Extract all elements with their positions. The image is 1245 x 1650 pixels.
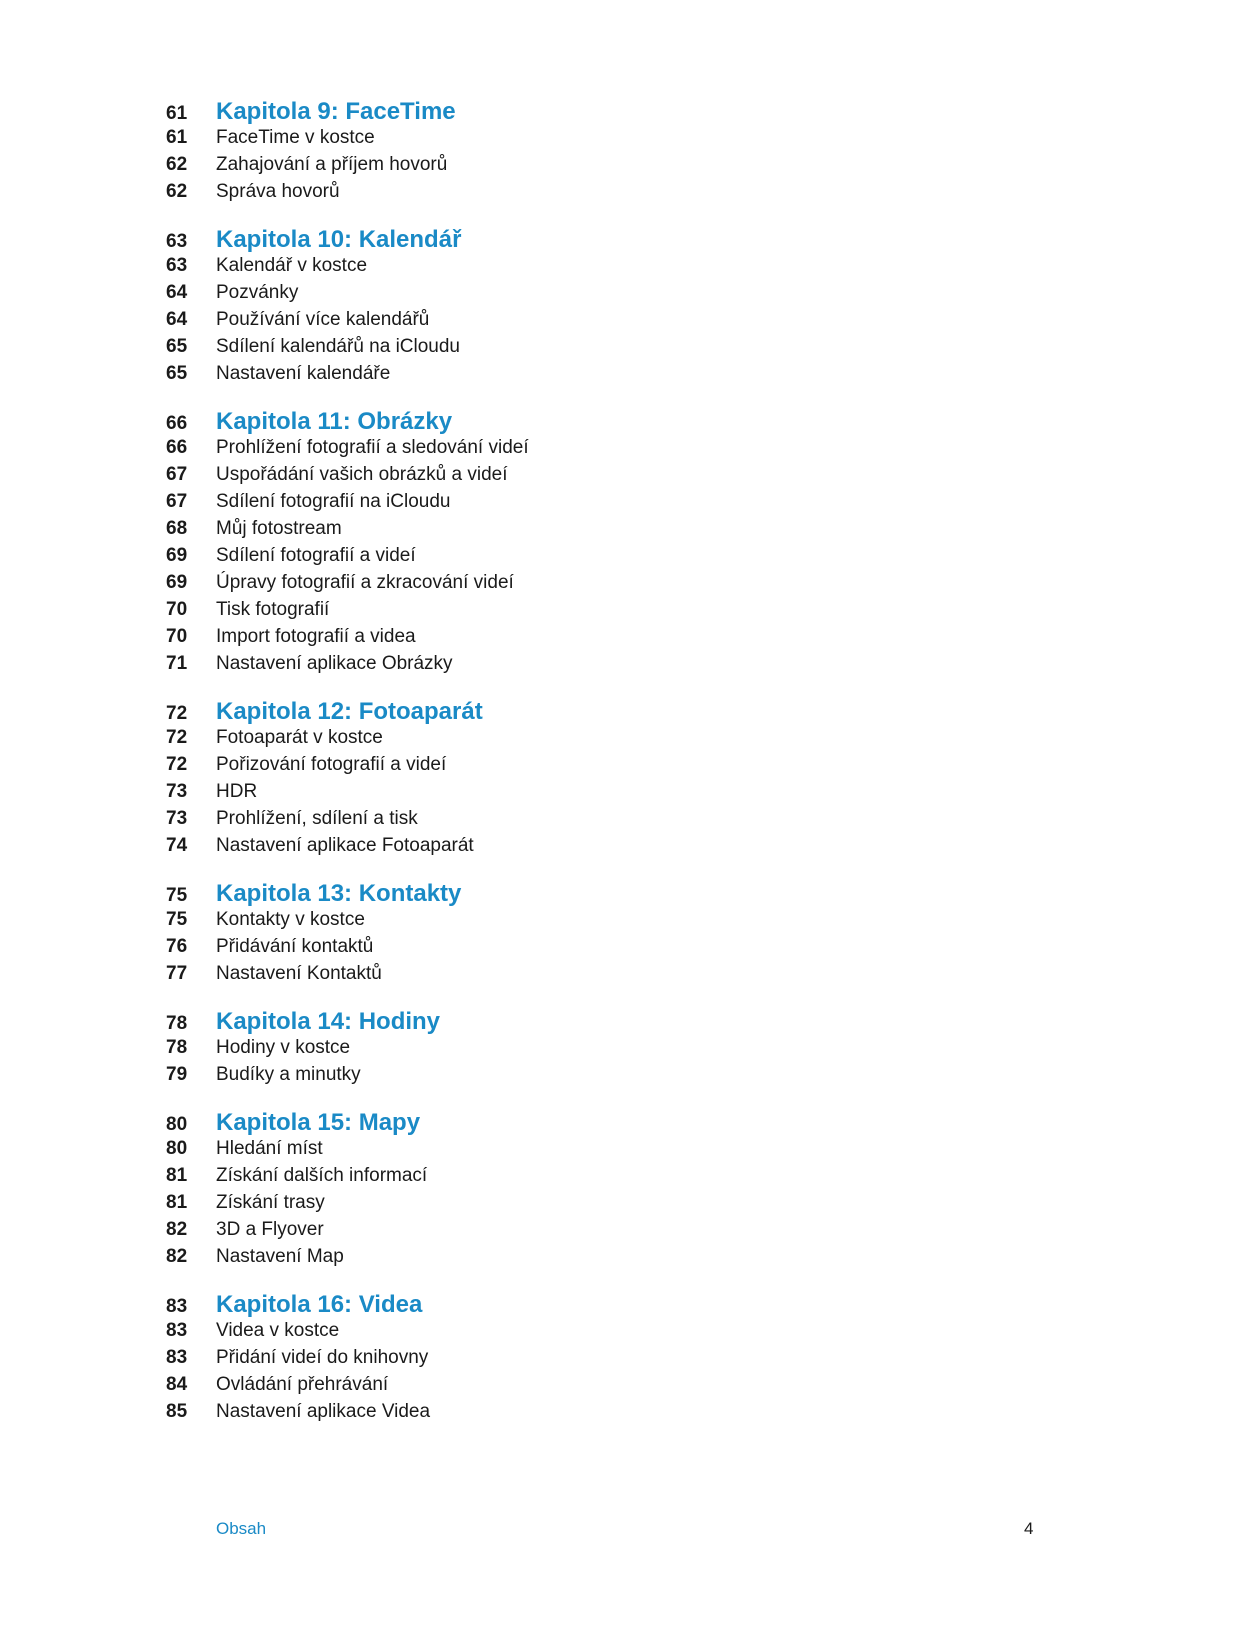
toc-entry-row[interactable] [166, 626, 1066, 653]
chapter-section [166, 698, 1066, 862]
entry-title-link[interactable]: Nastavení aplikace Fotoaparát [216, 835, 474, 856]
chapter-title-link[interactable]: Kapitola 11: Obrázky [216, 408, 453, 435]
chapter-title-link[interactable]: Kapitola 12: Fotoaparát [216, 698, 483, 725]
entry-title-link[interactable]: HDR [216, 781, 258, 802]
toc-entry-row[interactable] [166, 1138, 1066, 1165]
entry-page-number: 67 [166, 491, 188, 512]
entry-page-number: 74 [166, 835, 188, 856]
entry-page-number: 83 [166, 1347, 188, 1368]
toc-entry-row[interactable] [166, 518, 1066, 545]
chapter-section [166, 226, 1066, 390]
footer-page-number: 4 [1024, 1519, 1034, 1538]
entry-title-link[interactable]: Sdílení fotografií a videí [216, 545, 416, 566]
chapter-section [166, 1109, 1066, 1273]
chapter-section [166, 880, 1066, 990]
entry-page-number: 64 [166, 309, 188, 330]
entry-page-number: 79 [166, 1064, 188, 1085]
toc-entry-row[interactable] [166, 437, 1066, 464]
chapter-title-link[interactable]: Kapitola 15: Mapy [216, 1109, 421, 1136]
toc-entry-row[interactable] [166, 835, 1066, 862]
entry-page-number: 80 [166, 1138, 188, 1159]
chapter-heading-row[interactable] [166, 226, 1066, 255]
entry-page-number: 83 [166, 1320, 188, 1341]
chapter-page-number: 83 [166, 1296, 188, 1317]
entry-page-number: 72 [166, 727, 188, 748]
entry-title-link[interactable]: Sdílení fotografií na iCloudu [216, 491, 451, 512]
entry-page-number: 85 [166, 1401, 188, 1422]
entry-title-link[interactable]: Zahajování a příjem hovorů [216, 154, 448, 175]
entry-page-number: 71 [166, 653, 188, 674]
entry-page-number: 70 [166, 626, 188, 647]
chapter-page-number: 61 [166, 103, 188, 124]
toc-entry-row[interactable] [166, 572, 1066, 599]
toc-entry-row[interactable] [166, 1165, 1066, 1192]
entry-title-link[interactable]: Videa v kostce [216, 1320, 340, 1341]
entry-page-number: 81 [166, 1192, 188, 1213]
entry-title-link[interactable]: Můj fotostream [216, 518, 342, 539]
entry-title-link[interactable]: Import fotografií a videa [216, 626, 416, 647]
toc-entry-row[interactable] [166, 1192, 1066, 1219]
entry-title-link[interactable]: Prohlížení fotografií a sledování videí [216, 437, 529, 458]
chapter-heading-row[interactable] [166, 1291, 1066, 1320]
chapter-section [166, 408, 1066, 680]
chapter-page-number: 75 [166, 885, 188, 906]
entry-page-number: 73 [166, 808, 188, 829]
entry-title-link[interactable]: Hodiny v kostce [216, 1037, 351, 1058]
toc-entry-row[interactable] [166, 127, 1066, 154]
entry-page-number: 76 [166, 936, 188, 957]
chapter-heading-row[interactable] [166, 880, 1066, 909]
entry-page-number: 72 [166, 754, 188, 775]
chapter-section [166, 98, 1066, 208]
toc-entry-row[interactable] [166, 336, 1066, 363]
entry-page-number: 82 [166, 1246, 188, 1267]
chapter-heading-row[interactable] [166, 1109, 1066, 1138]
toc-entry-row[interactable] [166, 909, 1066, 936]
entry-title-link[interactable]: Ovládání přehrávání [216, 1374, 389, 1395]
entry-page-number: 66 [166, 437, 188, 458]
entry-title-link[interactable]: Budíky a minutky [216, 1064, 361, 1085]
entry-title-link[interactable]: Nastavení Map [216, 1246, 344, 1267]
entry-title-link[interactable]: Kalendář v kostce [216, 255, 368, 276]
toc-entry-row[interactable] [166, 1374, 1066, 1401]
toc-entry-row[interactable] [166, 963, 1066, 990]
toc-entry-row[interactable] [166, 1219, 1066, 1246]
toc-entry-row[interactable] [166, 599, 1066, 626]
entry-page-number: 65 [166, 336, 188, 357]
entry-title-link[interactable]: Prohlížení, sdílení a tisk [216, 808, 418, 829]
entry-page-number: 82 [166, 1219, 188, 1240]
toc-entry-row[interactable] [166, 545, 1066, 572]
entry-title-link[interactable]: Kontakty v kostce [216, 909, 365, 930]
toc-entry-row[interactable] [166, 309, 1066, 336]
toc-entry-row[interactable] [166, 491, 1066, 518]
toc-entry-row[interactable] [166, 754, 1066, 781]
toc-entry-row[interactable] [166, 255, 1066, 282]
entry-page-number: 62 [166, 181, 188, 202]
toc-entry-row[interactable] [166, 936, 1066, 963]
chapter-page-number: 80 [166, 1114, 188, 1135]
entry-title-link[interactable]: Přidávání kontaktů [216, 936, 374, 957]
chapter-section [166, 1008, 1066, 1091]
entry-page-number: 75 [166, 909, 188, 930]
entry-page-number: 63 [166, 255, 188, 276]
entry-title-link[interactable]: Nastavení kalendáře [216, 363, 391, 384]
entry-page-number: 61 [166, 127, 188, 148]
entry-page-number: 84 [166, 1374, 188, 1395]
toc-entry-row[interactable] [166, 1037, 1066, 1064]
chapter-heading-row[interactable] [166, 1008, 1066, 1037]
toc-entry-row[interactable] [166, 808, 1066, 835]
entry-title-link[interactable]: Správa hovorů [216, 181, 340, 202]
toc-entry-row[interactable] [166, 653, 1066, 680]
entry-title-link[interactable]: Nastavení Kontaktů [216, 963, 382, 984]
chapter-title-link[interactable]: Kapitola 9: FaceTime [216, 98, 456, 125]
toc-entry-row[interactable] [166, 1347, 1066, 1374]
entry-title-link[interactable]: 3D a Flyover [216, 1219, 324, 1240]
toc-entry-row[interactable] [166, 154, 1066, 181]
table-of-contents [166, 98, 1066, 1446]
entry-page-number: 65 [166, 363, 188, 384]
entry-page-number: 69 [166, 545, 188, 566]
entry-page-number: 81 [166, 1165, 188, 1186]
entry-title-link[interactable]: Získání dalších informací [216, 1165, 428, 1186]
entry-page-number: 70 [166, 599, 188, 620]
chapter-heading-row[interactable] [166, 98, 1066, 127]
entry-title-link[interactable]: Nastavení aplikace Videa [216, 1401, 431, 1422]
toc-entry-row[interactable] [166, 1401, 1066, 1428]
chapter-heading-row[interactable] [166, 698, 1066, 727]
entry-page-number: 68 [166, 518, 188, 539]
entry-title-link[interactable]: Tisk fotografií [216, 599, 330, 620]
toc-entry-row[interactable] [166, 781, 1066, 808]
entry-page-number: 64 [166, 282, 188, 303]
entry-title-link[interactable]: Sdílení kalendářů na iCloudu [216, 336, 461, 357]
chapter-title-link[interactable]: Kapitola 14: Hodiny [216, 1008, 441, 1035]
footer-section-label[interactable]: Obsah [216, 1519, 267, 1538]
entry-page-number: 69 [166, 572, 188, 593]
toc-entry-row[interactable] [166, 1320, 1066, 1347]
entry-title-link[interactable]: Pořizování fotografií a videí [216, 754, 447, 775]
entry-title-link[interactable]: Nastavení aplikace Obrázky [216, 653, 453, 674]
toc-entry-row[interactable] [166, 181, 1066, 208]
entry-title-link[interactable]: Přidání videí do knihovny [216, 1347, 429, 1368]
toc-entry-row[interactable] [166, 727, 1066, 754]
entry-page-number: 67 [166, 464, 188, 485]
entry-title-link[interactable]: Získání trasy [216, 1192, 325, 1213]
entry-title-link[interactable]: Pozvánky [216, 282, 299, 303]
entry-title-link[interactable]: Uspořádání vašich obrázků a videí [216, 464, 508, 485]
entry-title-link[interactable]: FaceTime v kostce [216, 127, 375, 148]
entry-title-link[interactable]: Úpravy fotografií a zkracování videí [216, 572, 514, 593]
chapter-title-link[interactable]: Kapitola 13: Kontakty [216, 880, 462, 907]
entry-title-link[interactable]: Používání více kalendářů [216, 309, 430, 330]
entry-page-number: 62 [166, 154, 188, 175]
entry-title-link[interactable]: Fotoaparát v kostce [216, 727, 383, 748]
entry-title-link[interactable]: Hledání míst [216, 1138, 323, 1159]
toc-entry-row[interactable] [166, 363, 1066, 390]
toc-entry-row[interactable] [166, 1246, 1066, 1273]
toc-entry-row[interactable] [166, 282, 1066, 309]
chapter-section [166, 1291, 1066, 1428]
chapter-page-number: 78 [166, 1013, 188, 1034]
chapter-page-number: 66 [166, 413, 188, 434]
chapter-title-link[interactable]: Kapitola 10: Kalendář [216, 226, 462, 253]
chapter-title-link[interactable]: Kapitola 16: Videa [216, 1291, 423, 1318]
entry-page-number: 78 [166, 1037, 188, 1058]
toc-entry-row[interactable] [166, 1064, 1066, 1091]
entry-page-number: 77 [166, 963, 188, 984]
entry-page-number: 73 [166, 781, 188, 802]
chapter-heading-row[interactable] [166, 408, 1066, 437]
chapter-page-number: 63 [166, 231, 188, 252]
toc-entry-row[interactable] [166, 464, 1066, 491]
chapter-page-number: 72 [166, 703, 188, 724]
